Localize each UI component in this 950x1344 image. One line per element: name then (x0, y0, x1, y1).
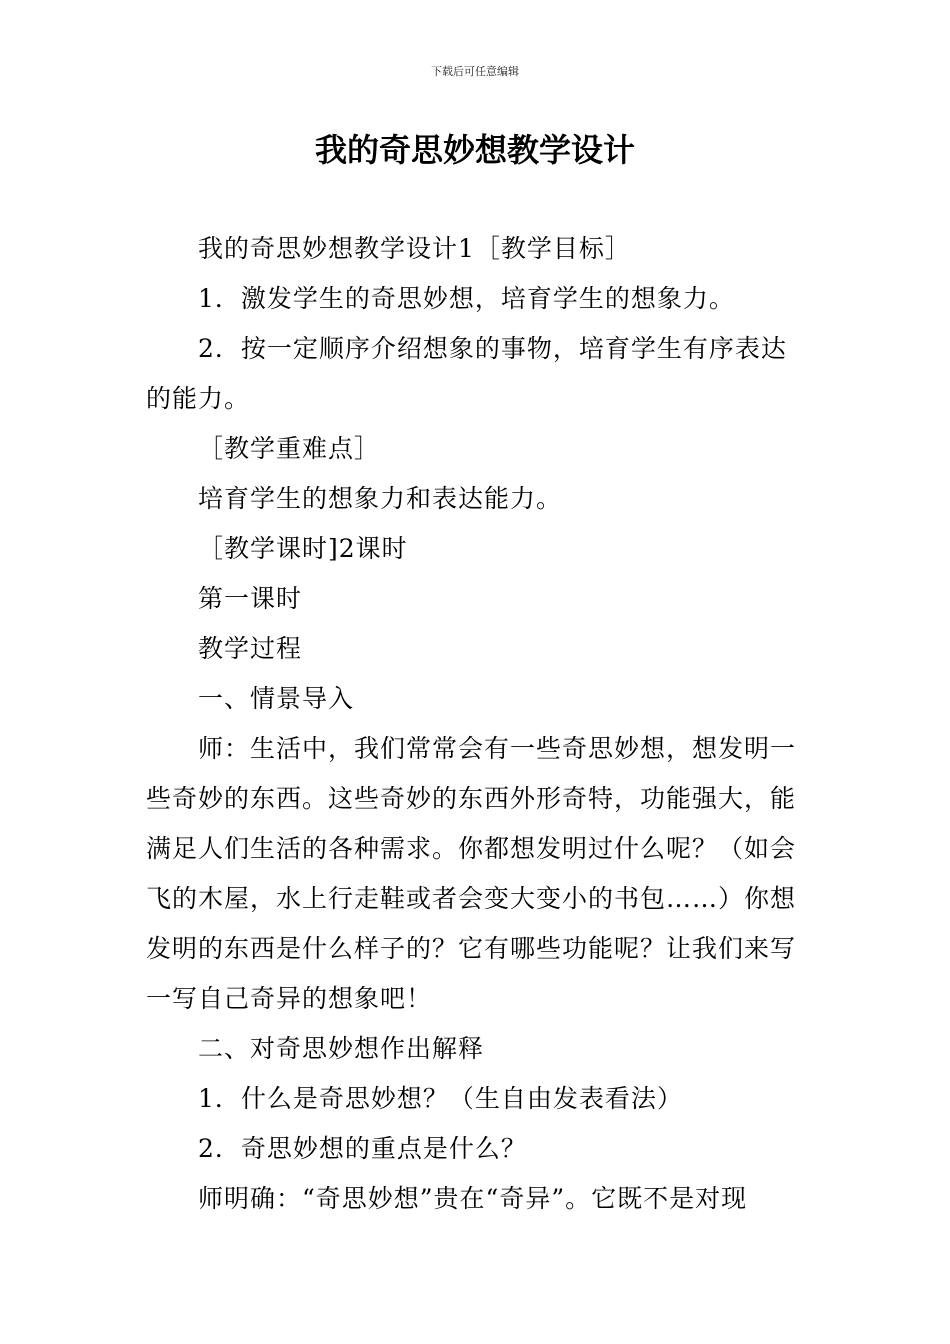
paragraph: 1．激发学生的奇思妙想，培育学生的想象力。 (198, 284, 735, 313)
paragraph: 教学过程 (198, 634, 303, 663)
header-note: 下载后可任意编辑 (431, 65, 519, 78)
paragraph: 师：生活中，我们常常会有一些奇思妙想，想发明一些奇妙的东西。这些奇妙的东西外形奇特，功能强大，能满足人们生活的各种需求。你都想发明过什么呢？（如会飞的木屋，水上行走鞋或者会变大变小的书包……）你想发明的东西是什么样子的？它有哪些功能呢？让我们来写一写自己奇异的想象吧！ (146, 734, 797, 1013)
document-title: 我的奇思妙想教学设计 (314, 131, 635, 169)
paragraph: 师明确：“奇思妙想”贵在“奇异”。它既不是对现 (198, 1184, 748, 1213)
paragraph: 培育学生的想象力和表达能力。 (198, 484, 563, 513)
paragraph: 我的奇思妙想教学设计1［教学目标］ (198, 234, 631, 263)
paragraph: 第一课时 (198, 584, 303, 613)
paragraph: 一、情景导入 (198, 684, 355, 713)
paragraph: ［教学课时]2课时 (198, 534, 408, 563)
paragraph: ［教学重难点］ (198, 434, 381, 463)
paragraph: 二、对奇思妙想作出解释 (198, 1034, 485, 1063)
document-body (146, 224, 808, 1224)
paragraph: 2．按一定顺序介绍想象的事物，培育学生有序表达的能力。 (146, 334, 787, 413)
paragraph: 1．什么是奇思妙想？（生自由发表看法） (198, 1084, 683, 1113)
paragraph: 2．奇思妙想的重点是什么？ (198, 1134, 527, 1163)
